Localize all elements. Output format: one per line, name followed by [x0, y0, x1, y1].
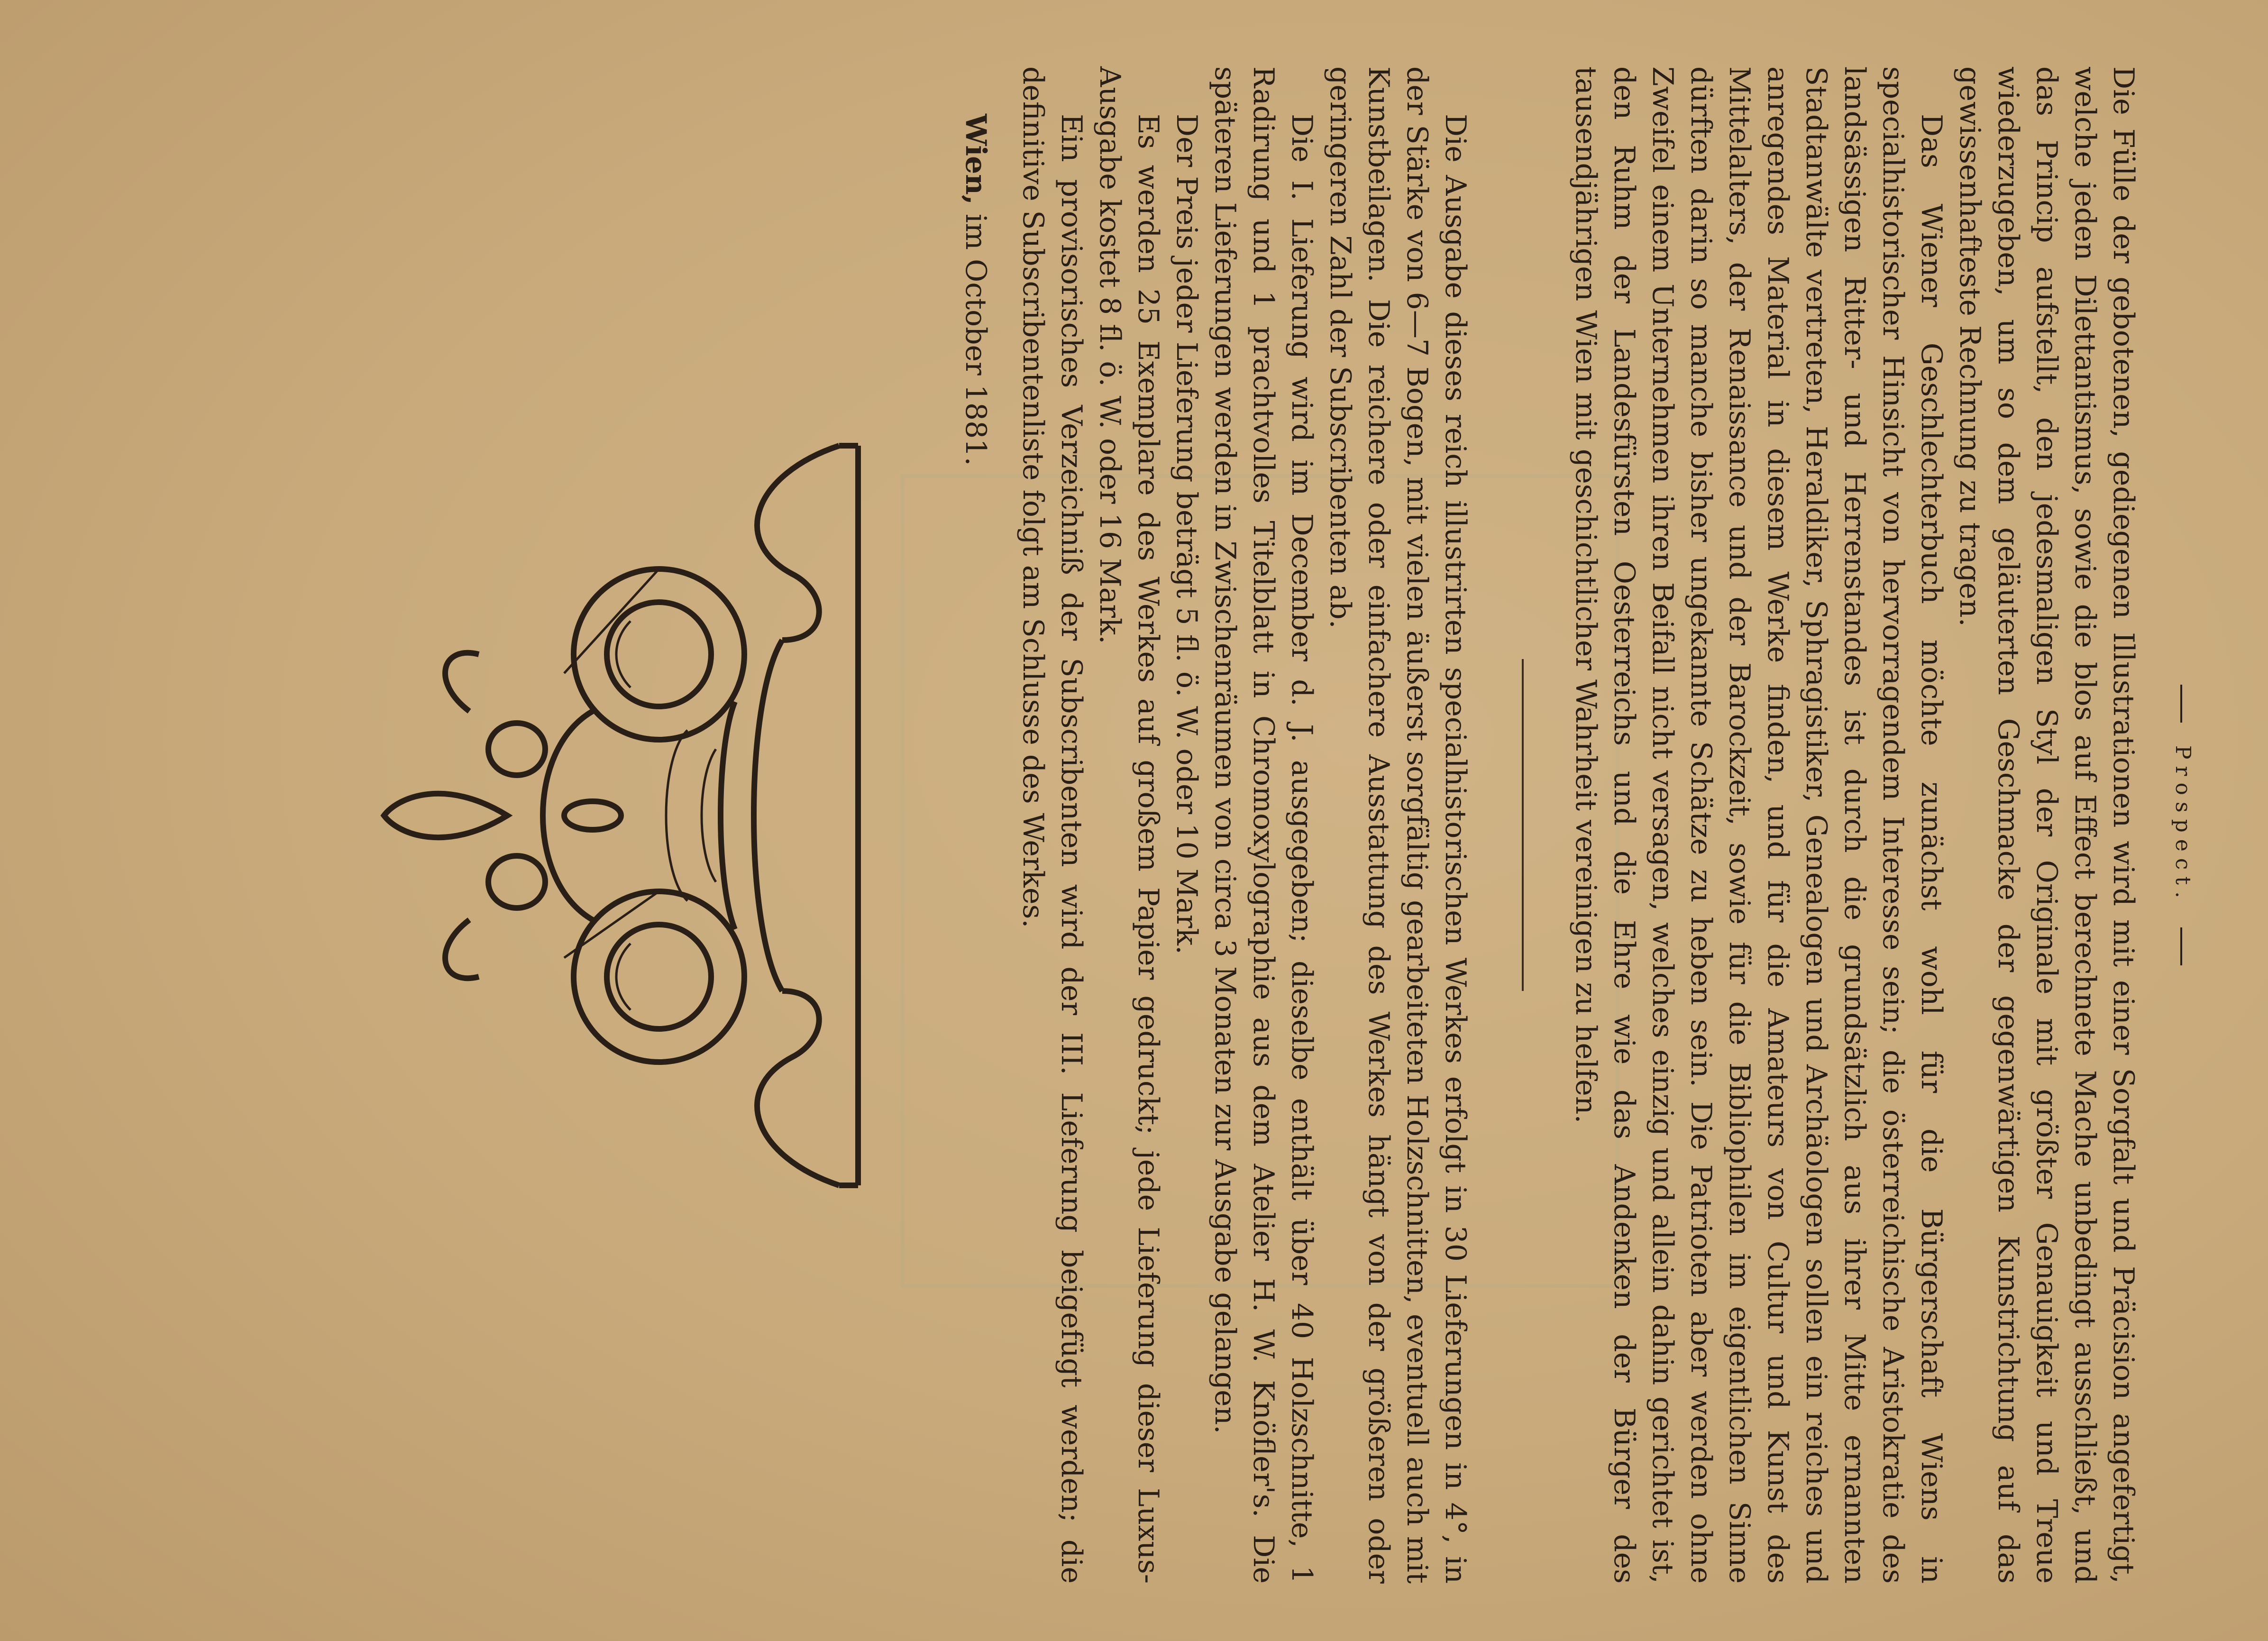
paragraph-interest: Das Wiener Geschlechterbuch möchte zunächst wohl für die Bürgerschaft Wiens in specialhistorischer Hinsicht von hervorragendem Interesse sein; die österreichische Aristokratie des landsässigen Ritter- und Herrenstandes ist durch die grundsätzlich aus ihrer Mitte ernannten Stadtanwälte vertreten, Heraldiker, Sphragistiker, Genealogen und Archäologen sollen ein reiches und anregendes Material in diesem Werke finden, und für die Amateurs von Cultur und Kunst des Mittelalters, der Renaissance und der Barockzeit, sowie für die Bibliophilen im eigentlichen Sinne dürften darin so manche bisher ungekannte Schätze zu heben sein. Die Patrioten aber werden ohne Zweifel einem Unternehmen ihren Beifall nicht versagen, welches einzig und allein dahin gerichtet ist, den Ruhm der Landesfürsten Oesterreichs und die Ehre wie das Andenken der Bürger des tausendjährigen Wien mit geschichtlicher Wahrheit vereinigen zu helfen.: [1569, 66, 1948, 1584]
place-date-line: [956, 66, 995, 1584]
header-title: Prospect.: [2171, 745, 2195, 905]
paragraph-illustrations: Die Fülle der gebotenen, gediegenen Illustrationen wird mit einer Sorgfalt und Präcision angefertigt, welche jeden Dilettantismus, sowie die blos auf Effect berechnete Mache unbedingt ausschließt, und das Princip aufstellt, den jedesmaligen Styl der Originale mit größter Genauigkeit und Treue wiederzugeben, um so dem geläuterten Geschmacke der gegenwärtigen Kunstrichtung auf das gewissenhafteste Rechnung zu tragen.: [1953, 66, 2140, 1584]
header-rule-right: [2181, 927, 2183, 965]
paragraph-edition: Die Ausgabe dieses reich illustrirten specialhistorischen Werkes erfolgt in 30 Lieferungen in 4°, in der Stärke von 6—7 Bogen, mit vielen äußerst sorgfältig gearbeiteten Holzschnitten, eventuell auch mit Kunstbeilagen. Die reichere oder einfachere Ausstattung des Werkes hängt von der größeren oder geringeren Zahl der Subscribenten ab.: [1324, 66, 1472, 1584]
baroque-scroll-vignette-icon: [327, 417, 872, 1214]
paragraph-first-delivery: Die I. Lieferung wird im December d. J. ausgegeben; dieselbe enthält über 40 Holzschnitte, 1 Radirung und 1 prachtvolles Titelblatt in Chromoxylographie aus dem Atelier H. W. Knöfler's. Die späteren Lieferungen werden in Zwischenräumen von circa 3 Monaten zur Ausgabe gelangen.: [1208, 66, 1318, 1584]
header-rule-left: [2181, 685, 2183, 723]
section-divider: [1522, 659, 1524, 991]
page-header: [2171, 66, 2195, 1584]
date: im October 1881.: [959, 213, 992, 466]
place: Wien,: [959, 114, 992, 205]
paragraph-luxury-edition: Es werden 25 Exemplare des Werkes auf großem Papier gedruckt; jede Lieferung dieser Luxus-Ausgabe kostet 8 fl. ö. W. oder 16 Mark.: [1093, 66, 1165, 1584]
paragraph-subscribers: Ein provisorisches Verzeichniß der Subscribenten wird der III. Lieferung beigefügt werden; die definitive Subscribentenliste folgt am Schlusse des Werkes.: [1016, 66, 1088, 1584]
paragraph-price: Der Preis jeder Lieferung beträgt 5 fl. ö. W. oder 10 Mark.: [1170, 114, 1203, 955]
